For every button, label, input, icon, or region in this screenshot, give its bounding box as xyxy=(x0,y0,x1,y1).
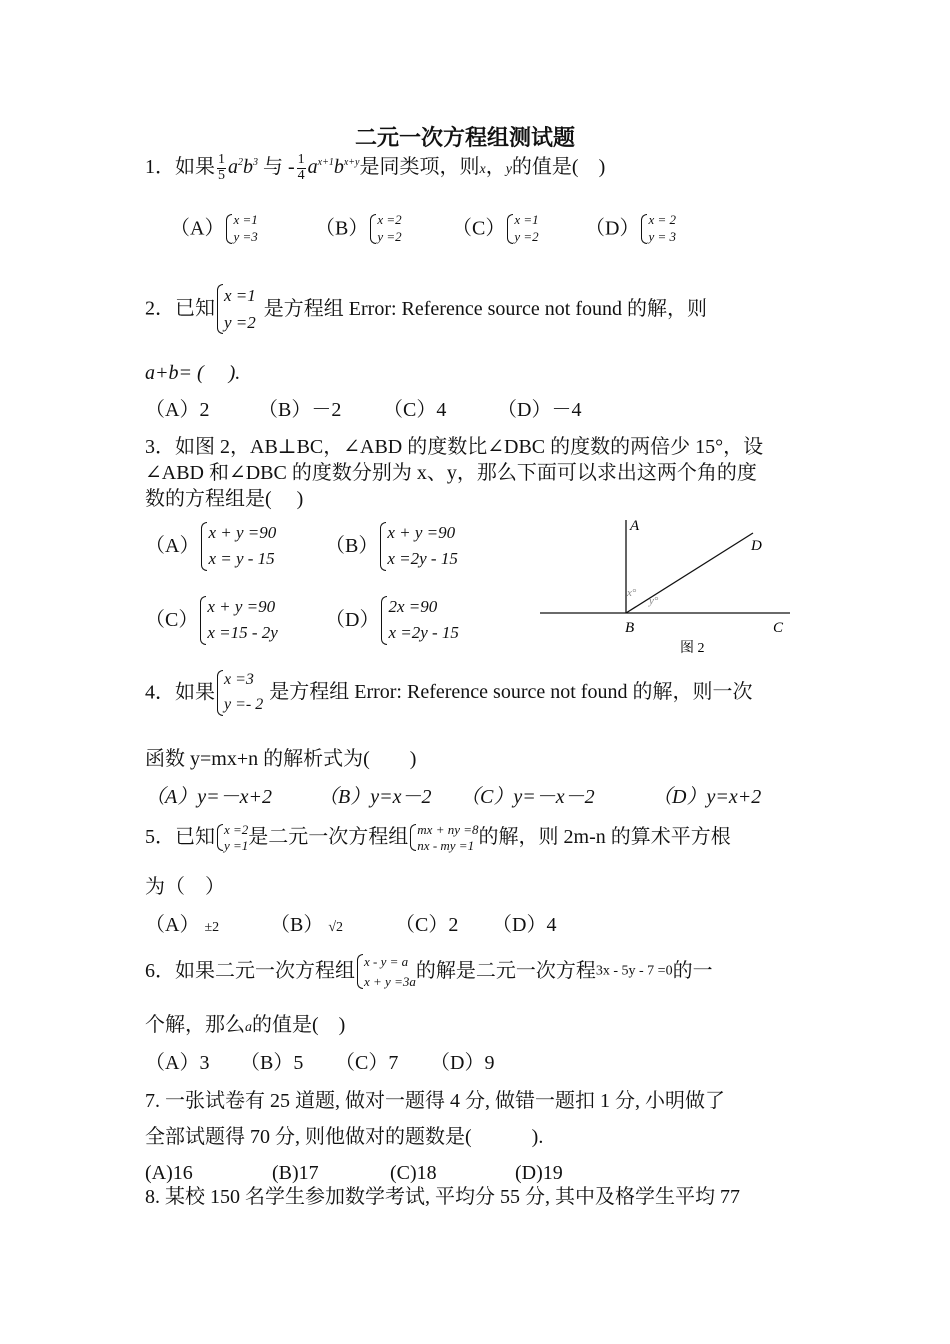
q4-line2: 函数 y=mx+n 的解析式为( ) xyxy=(145,748,417,770)
q7-option-a[interactable]: (A)16 xyxy=(145,1162,193,1184)
q3-option-b[interactable]: （B） x + y =90 x =2y - 15 xyxy=(325,520,458,573)
figure-2-diagram xyxy=(535,512,800,662)
q3-option-a[interactable]: （A） x + y =90 x = y - 15 xyxy=(145,520,276,573)
q3-option-c[interactable]: （C） x + y =90 x =15 - 2y xyxy=(145,594,278,647)
label-d: D xyxy=(751,538,762,554)
label-b: B xyxy=(625,620,635,636)
label-x-angle: x° xyxy=(627,587,637,599)
q2-solution: x =1 y =2 xyxy=(215,282,256,336)
q7-option-c[interactable]: (C)18 xyxy=(390,1162,437,1184)
q1-option-d[interactable]: （D） x = 2 y = 3 xyxy=(585,212,676,244)
q2-line2: a+b= ( ). xyxy=(145,362,241,384)
q3-option-d[interactable]: （D） 2x =90 x =2y - 15 xyxy=(325,594,459,647)
q6-line2: 个解，那么a的值是( ) xyxy=(145,1014,346,1036)
q1-option-a[interactable]: （A） x =1 y =3 xyxy=(170,212,258,244)
q1-prefix: 1．如果 xyxy=(145,155,215,178)
q7-line1: 7. 一张试卷有 25 道题, 做对一题得 4 分, 做错一题扣 1 分, 小明做了 xyxy=(145,1090,725,1112)
q4-option-c[interactable]: （C）y=－x－2 xyxy=(460,786,595,808)
label-y-angle: y° xyxy=(649,595,659,607)
q1-fraction-1: $\frac{1}{5}$ xyxy=(218,152,225,183)
q5-option-b[interactable]: （B） √2 xyxy=(270,914,344,936)
q2-option-c[interactable]: （C）4 xyxy=(383,399,447,421)
q3-line1: 3．如图 2，AB⊥BC，∠ABD 的度数比∠DBC 的度数的两倍少 15°，设 xyxy=(145,436,764,458)
q1-fraction-2: $\frac{1}{4}$ xyxy=(297,152,305,183)
line-bd xyxy=(626,533,753,613)
figure-caption: 图 2 xyxy=(680,641,705,656)
q7-line2: 全部试题得 70 分, 则他做对的题数是( ). xyxy=(145,1126,544,1148)
question-1: 1．如果 $\frac{1}{5}$ $a^2b^3$ 与 - $\frac{1}{4}$ $a^{x+1}b^{x+y}$是同类项，则x，y的值是( ) xyxy=(145,152,606,183)
question-2: 2．已知 x =1 y =2 是方程组 Error: Reference source not found 的解，则 xyxy=(145,282,707,336)
q6-option-c[interactable]: （C）7 xyxy=(335,1052,399,1074)
q1-option-c[interactable]: （C） x =1 y =2 xyxy=(452,212,539,244)
q6-option-b[interactable]: （B）5 xyxy=(240,1052,304,1074)
q4-option-b[interactable]: （B）y=x－2 xyxy=(318,786,432,808)
q2-option-b[interactable]: （B）－2 xyxy=(258,399,342,421)
question-5: 5．已知 x =2 y =1 是二元一次方程组 mx + ny =8 nx - my =1 的解，则 2m-n 的算术平方根 xyxy=(145,822,731,853)
q6-option-a[interactable]: （A）3 xyxy=(145,1052,210,1074)
q3-line3: 数的方程组是( ) xyxy=(145,488,304,510)
label-c: C xyxy=(773,620,784,636)
question-4: 4．如果 x =3 y =- 2 是方程组 Error: Reference source not found 的解，则一次 xyxy=(145,668,752,718)
q4-option-a[interactable]: （A）y=－x+2 xyxy=(145,786,272,808)
q5-line2: 为（ ） xyxy=(145,876,225,898)
q7-option-d[interactable]: (D)19 xyxy=(515,1162,563,1184)
q4-option-d[interactable]: （D）y=x+2 xyxy=(652,786,762,808)
q6-option-d[interactable]: （D）9 xyxy=(430,1052,495,1074)
q2-option-a[interactable]: （A）2 xyxy=(145,399,210,421)
q5-option-c[interactable]: （C）2 xyxy=(395,914,459,936)
page-title: 二元一次方程组测试题 xyxy=(355,125,576,150)
q5-option-d[interactable]: （D）4 xyxy=(492,914,557,936)
q8-line1: 8. 某校 150 名学生参加数学考试, 平均分 55 分, 其中及格学生平均 77 xyxy=(145,1186,740,1208)
q1-option-b[interactable]: （B） x =2 y =2 xyxy=(315,212,402,244)
q3-line2: ∠ABD 和∠DBC 的度数分别为 x、y，那么下面可以求出这两个角的度 xyxy=(145,462,757,484)
q7-option-b[interactable]: (B)17 xyxy=(272,1162,319,1184)
q2-option-d[interactable]: （D）－4 xyxy=(497,399,582,421)
q5-option-a[interactable]: （A） ±2 xyxy=(145,914,220,936)
label-a: A xyxy=(630,518,640,534)
question-6: 6．如果二元一次方程组 x - y = a x + y =3a 的解是二元一次方程3x - 5y - 7 =0的一 xyxy=(145,952,713,991)
